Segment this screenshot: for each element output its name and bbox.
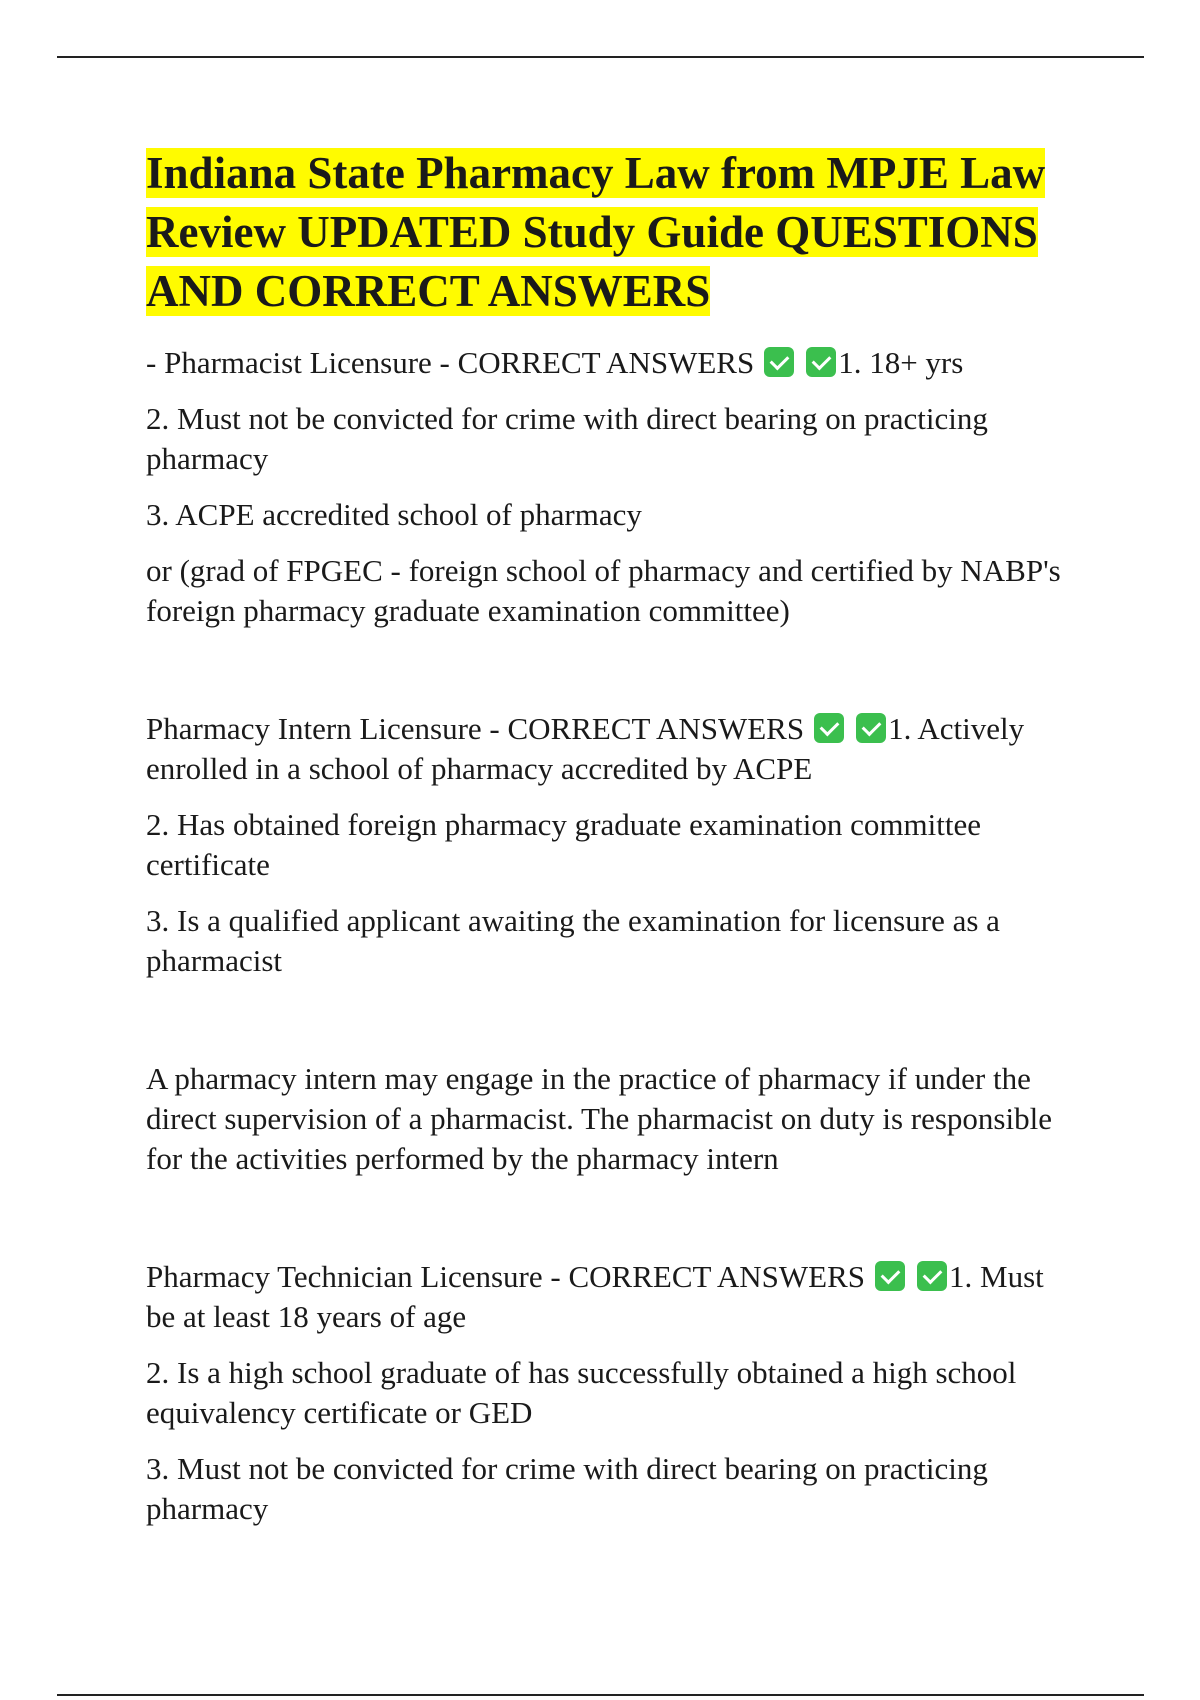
check-icon — [814, 713, 844, 743]
check-icon — [764, 347, 794, 377]
answer-line: 1. 18+ yrs — [838, 345, 964, 380]
question-technician-licensure — [146, 1257, 1076, 1337]
question-label: Pharmacy Technician Licensure - CORRECT ANSWERS — [146, 1259, 866, 1294]
answer-line: or (grad of FPGEC - foreign school of pharmacy and certified by NABP's foreign pharmacy graduate examination committee) — [146, 553, 1061, 628]
document-content — [146, 144, 1076, 1529]
question-label: Pharmacy Intern Licensure - CORRECT ANSWERS — [146, 711, 805, 746]
question-label: - Pharmacist Licensure - CORRECT ANSWERS — [146, 345, 755, 380]
answer-line: 1. Actively enrolled in a school of pharmacy accredited by ACPE — [146, 711, 1025, 786]
check-icon — [856, 713, 886, 743]
title-highlight: Indiana State Pharmacy Law from MPJE Law Review UPDATED Study Guide QUESTIONS AND CORRECT ANSWERS — [146, 148, 1046, 316]
answer-line: 2. Has obtained foreign pharmacy graduate examination committee certificate — [146, 807, 981, 882]
bottom-divider — [57, 1694, 1144, 1696]
check-icon — [875, 1261, 905, 1291]
answer-line: 1. Must be at least 18 years of age — [146, 1259, 1044, 1334]
answer-line: 3. Is a qualified applicant awaiting the examination for licensure as a pharmacist — [146, 903, 1000, 978]
answer-line: 3. Must not be convicted for crime with direct bearing on practicing pharmacy — [146, 1451, 988, 1526]
answer-line: 2. Must not be convicted for crime with direct bearing on practicing pharmacy — [146, 401, 988, 476]
check-icon — [917, 1261, 947, 1291]
top-divider — [57, 56, 1144, 58]
answer-note: A pharmacy intern may engage in the practice of pharmacy if under the direct supervision of a pharmacist. The pharmacist on duty is responsible for the activities performed by the pharmacy intern — [146, 1061, 1052, 1176]
question-intern-licensure — [146, 709, 1076, 789]
document-title — [146, 144, 1076, 321]
answer-line: 3. ACPE accredited school of pharmacy — [146, 497, 642, 532]
question-pharmacist-licensure — [146, 343, 1076, 383]
check-icon — [806, 347, 836, 377]
answer-line: 2. Is a high school graduate of has successfully obtained a high school equivalency certificate or GED — [146, 1355, 1017, 1430]
